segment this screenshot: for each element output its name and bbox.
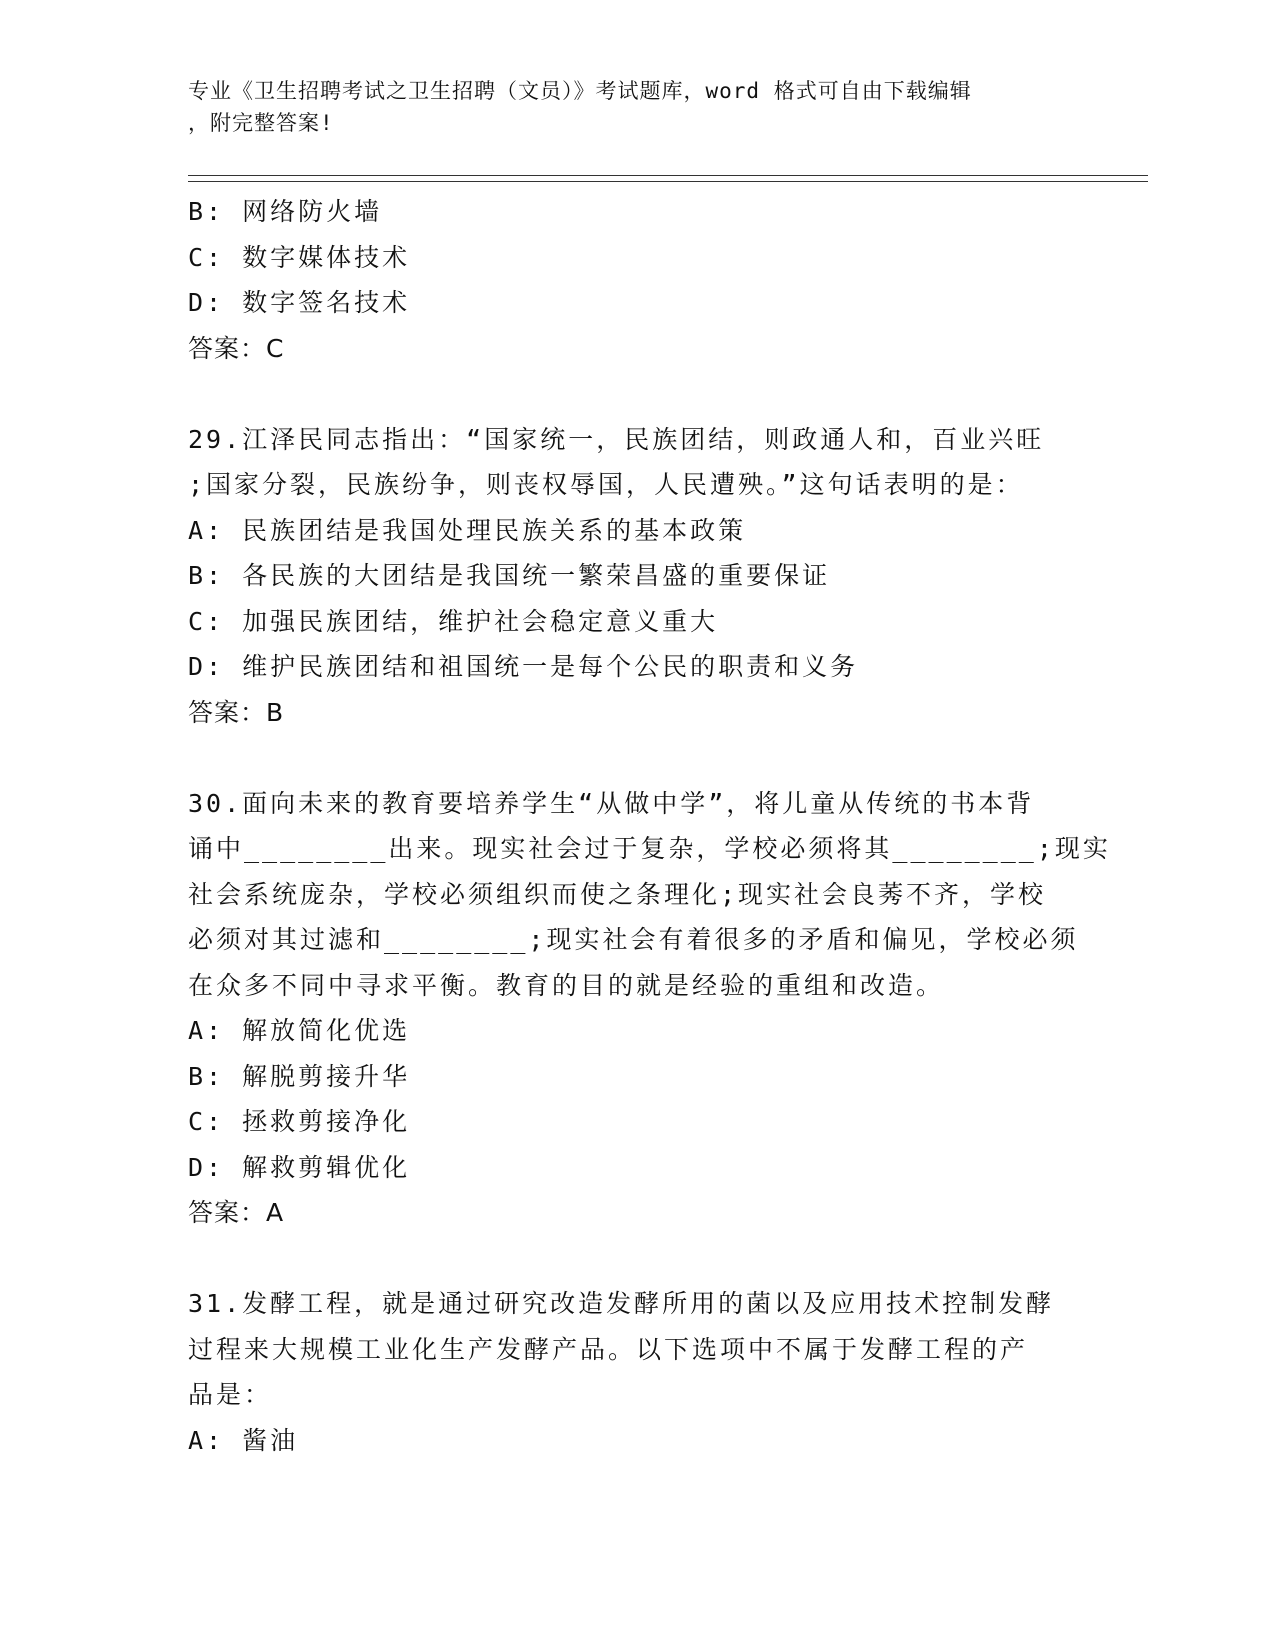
option-b: B: 解脱剪接升华	[188, 1061, 411, 1091]
option-c: C: 数字媒体技术	[188, 242, 411, 272]
question-31	[188, 1281, 1088, 1463]
option-d: D: 维护民族团结和祖国统一是每个公民的职责和义务	[188, 652, 859, 681]
question-stem-line: ;国家分裂，民族纷争，则丧权辱国，人民遭殃。”这句话表明的是：	[188, 470, 1024, 499]
option-a: A: 解放简化优选	[188, 1016, 411, 1045]
question-stem-line: 必须对其过滤和________;现实社会有着很多的矛盾和偏见，学校必须	[188, 925, 1079, 954]
answer-line: 答案：C	[188, 333, 285, 363]
question-stem-line: 社会系统庞杂，学校必须组织而使之条理化;现实社会良莠不齐，学校	[188, 879, 1047, 909]
document-page	[188, 0, 1148, 1650]
answer-line: 答案：A	[188, 1198, 285, 1227]
document-body	[188, 189, 1111, 1463]
question-29	[188, 417, 1088, 736]
question-spacer	[188, 735, 1088, 781]
option-a: A: 酱油	[188, 1425, 299, 1455]
question-stem-line: 诵中________出来。现实社会过于复杂，学校必须将其________;现实	[188, 834, 1111, 863]
question-stem-line: 30.面向未来的教育要培养学生“从做中学”，将儿童从传统的书本背	[188, 788, 1035, 818]
option-b: B: 网络防火墙	[188, 197, 383, 226]
question-stem-line: 品是：	[188, 1380, 273, 1409]
header-line-2: ，附完整答案!	[188, 111, 334, 135]
option-b: B: 各民族的大团结是我国统一繁荣昌盛的重要保证	[188, 561, 831, 590]
question-spacer	[188, 1236, 1088, 1282]
header-divider	[188, 175, 1148, 182]
question-spacer	[188, 371, 1088, 417]
option-c: C: 加强民族团结，维护社会稳定意义重大	[188, 606, 719, 636]
question-stem-line: 29.江泽民同志指出：“国家统一，民族团结，则政通人和，百业兴旺	[188, 424, 1045, 454]
option-d: D: 解救剪辑优化	[188, 1152, 411, 1182]
option-c: C: 拯救剪接净化	[188, 1107, 411, 1136]
page-header	[188, 75, 1088, 139]
question-30	[188, 781, 1111, 1236]
question-stem-line: 在众多不同中寻求平衡。教育的目的就是经验的重组和改造。	[188, 970, 945, 1000]
option-d: D: 数字签名技术	[188, 288, 411, 317]
question-28-continued	[188, 189, 1088, 371]
question-stem-line: 过程来大规模工业化生产发酵产品。以下选项中不属于发酵工程的产	[188, 1334, 1029, 1364]
answer-line: 答案：B	[188, 697, 285, 727]
question-stem-line: 31.发酵工程，就是通过研究改造发酵所用的菌以及应用技术控制发酵	[188, 1289, 1055, 1318]
header-line-1: 专业《卫生招聘考试之卫生招聘（文员）》考试题库，word 格式可自由下载编辑	[188, 79, 972, 103]
option-a: A: 民族团结是我国处理民族关系的基本政策	[188, 515, 747, 545]
